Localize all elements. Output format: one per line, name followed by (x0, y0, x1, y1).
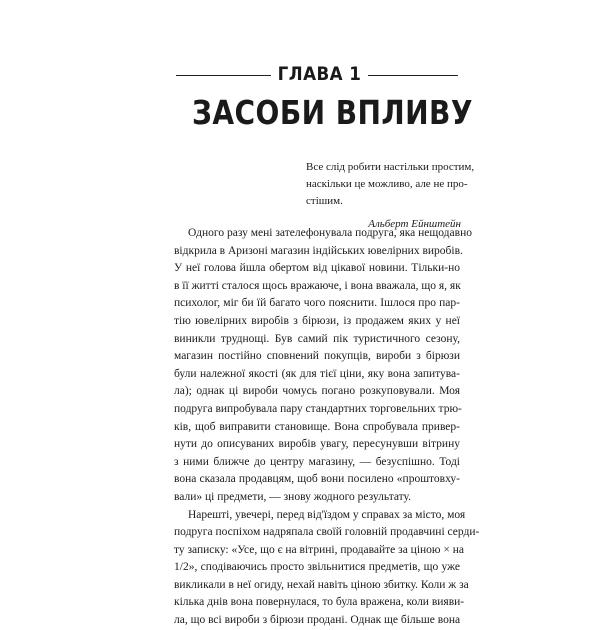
text-line: подруга поспіхом надряпала своїй головній продавчині серди- (174, 526, 480, 539)
text-line: викликали в неї огиду, нехай навіть ціною збитку. Коли ж за (174, 578, 469, 591)
text-line: відкрила в Аризоні магазин індійських ювелірних виробів. (174, 244, 463, 257)
text-line: ла); однак ці вироби чомусь погано розкуповували. Моя (174, 385, 460, 398)
epigraph-line: Все слід робити настільки простим, (306, 161, 475, 173)
text-line: магазин постійно сповнений покупців, вироби з бірюзи (174, 350, 460, 363)
body-text (174, 225, 480, 630)
text-line: кілька днів вона повернулася, то була вражена, коли вияви- (174, 596, 465, 609)
text-line: ків, щоб виправити становище. Вона спробувала привер- (174, 420, 460, 433)
epigraph-author: Альберт Ейнштейн (368, 218, 461, 230)
text-line: У неї голова йшла обертом від цікавої новини. Тільки-но (174, 262, 460, 275)
text-line: Одного разу мені зателефонувала подруга, яка нещодавно (188, 227, 472, 239)
text-line: Нарешті, увечері, перед від'їздом у справах за місто, моя (188, 508, 466, 521)
text-line: виникли труднощі. Був самий пік туристичного сезону, (174, 332, 460, 345)
chapter-label: ГЛАВА 1 (277, 63, 362, 85)
chapter-title: ЗАСОБИ ВПЛИВУ (192, 93, 473, 132)
text-line: ту записку: «Усе, що є на вітрині, продавайте за ціною × на (174, 543, 465, 556)
text-line: вона сказала продавцям, щоб вони посилено «проштовху- (174, 473, 460, 486)
epigraph-line: стішим. (306, 195, 343, 207)
chapter-rule-left (176, 75, 271, 76)
text-line: в її житті сталося щось вражаюче, і вона вважала, що я, як (174, 279, 461, 292)
text-line: були належної якості (як для тієї ціни, яку вона запитува- (174, 367, 460, 380)
epigraph-line: наскільки це можливо, але не про- (306, 178, 468, 190)
text-line: з ними ближче до центру магазину, — безуспішно. Тоді (174, 455, 460, 468)
text-line: ла, що всі вироби з бірюзи продані. Однак ще більше вона (174, 614, 461, 627)
text-line: подруга випробувала пару стандартних торговельних трю- (174, 402, 462, 415)
chapter-rule-right (368, 75, 458, 76)
text-line: тію ювелірних виробів з бірюзи, із продажем яких у неї (174, 314, 460, 327)
text-line: психолог, міг би їй багато чого пояснити. Ішлося про пар- (174, 297, 460, 310)
text-line: вали» ці предмети, — знову жодного результату. (174, 490, 412, 503)
text-line: нути до описуваних виробів увагу, пересунувши вітрину (174, 438, 460, 451)
epigraph (306, 159, 475, 233)
text-line: 1/2», сподіваючись просто звільнитися предметів, що уже (174, 561, 460, 574)
